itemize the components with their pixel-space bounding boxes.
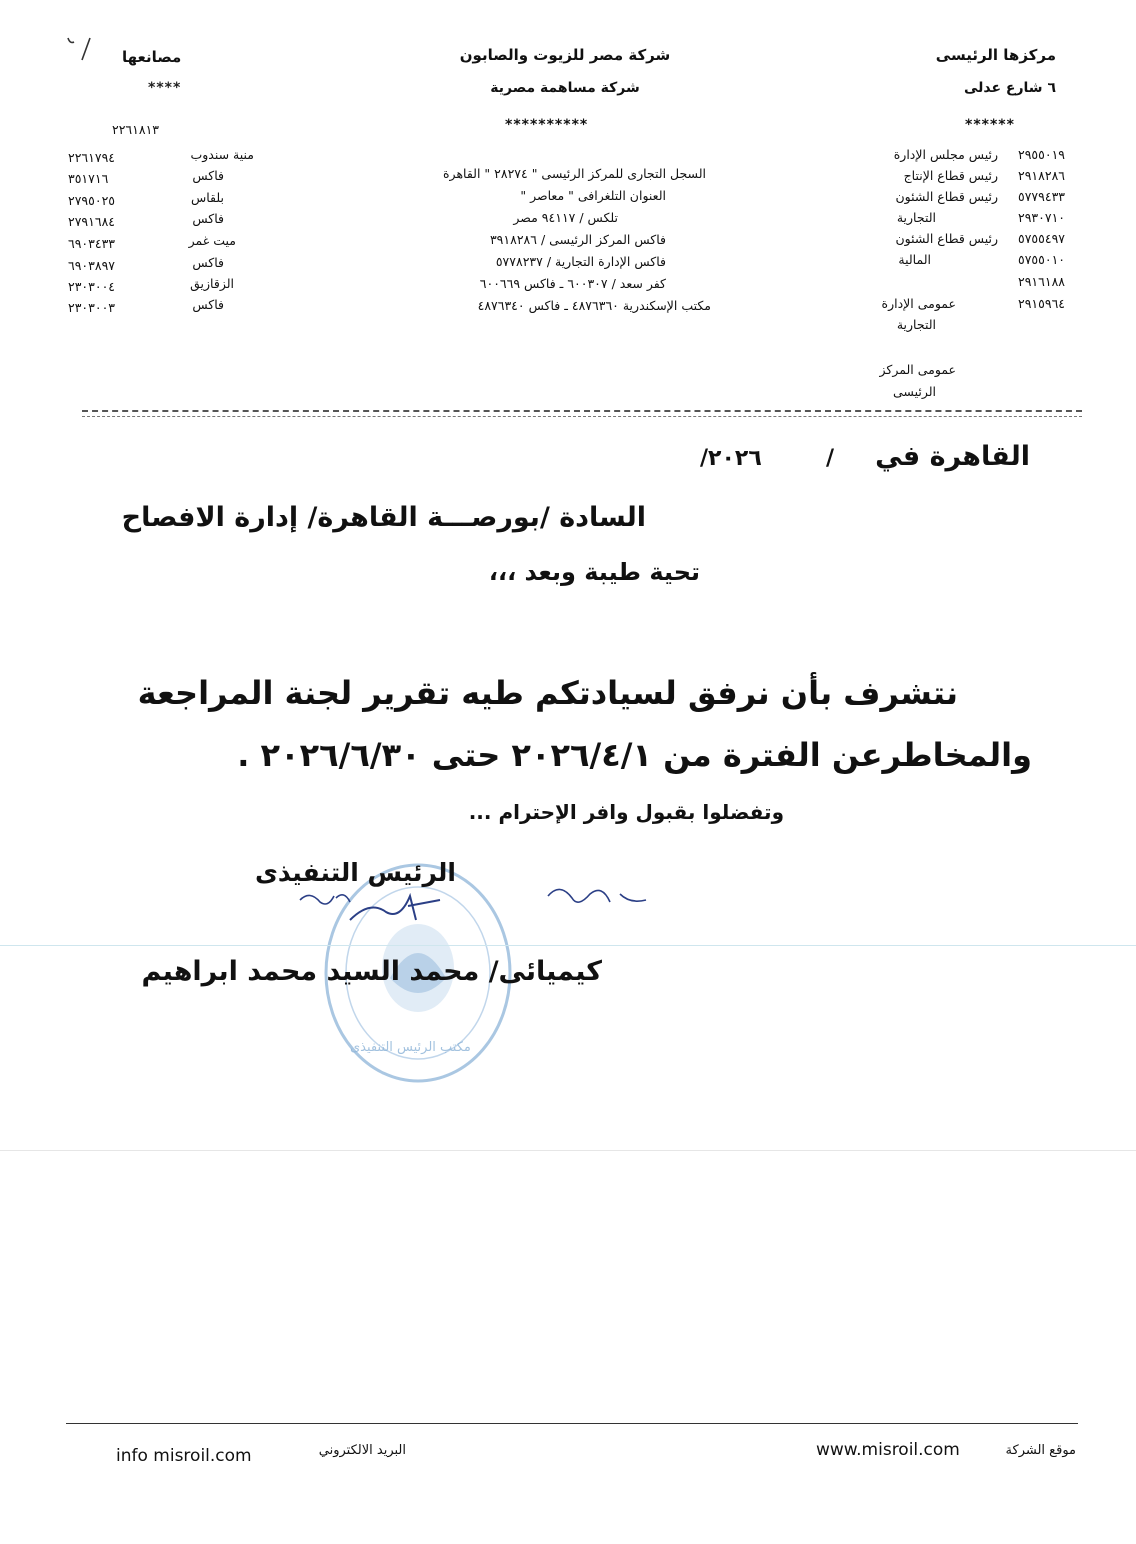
hq-phone-label: رئيس قطاع الشئون	[895, 189, 998, 204]
factory-number: ٣٥١٧١٦	[68, 171, 109, 186]
factory-label: ميت غمر	[188, 233, 236, 248]
website-label: موقع الشركة	[1005, 1443, 1076, 1458]
hq-extra-line: التجارية	[896, 317, 936, 332]
hq-title: مركزها الرئيسى	[935, 46, 1056, 64]
signatory-name: كيميائى/ محمد السيد محمد ابراهيم	[141, 956, 602, 987]
footer-divider	[66, 1423, 1078, 1424]
letter-body-line-1: نتشرف بأن نرفق لسيادتكم طيه تقرير لجنة المراجعة	[137, 674, 958, 712]
stamp-text: مكتب الرئيس التنفيذى	[350, 1040, 471, 1055]
corner-mark-icon	[62, 30, 98, 66]
website-link[interactable]: www.misroil.com	[816, 1440, 960, 1460]
hq-phone-number: ٢٩١٨٢٨٦	[1018, 168, 1065, 183]
letter-body-line-2: والمخاطرعن الفترة من ٢٠٢٦/٤/١ حتى ٢٠٢٦/٦/٣٠ .	[237, 736, 1032, 774]
letter-date-slash: /	[826, 446, 835, 471]
factory-number: ٢٣٠٣٠٠٤	[68, 279, 115, 294]
hq-phone-number: ٢٩٥٥٠١٩	[1018, 147, 1065, 162]
hq-fax-line: فاكس المركز الرئيسى / ٣٩١٨٢٨٦	[489, 232, 666, 247]
factories-title: مصانعها	[122, 48, 182, 66]
company-type: شركة مساهمة مصرية	[490, 80, 640, 96]
factories-top-number: ٢٢٦١٨١٣	[112, 122, 159, 137]
factory-label: فاكس	[192, 255, 224, 270]
hq-phone-number: ٢٩٣٠٧١٠	[1018, 210, 1065, 225]
factory-label: فاكس	[192, 211, 224, 226]
hq-phone-label: رئيس قطاع الشئون	[895, 231, 998, 246]
factory-number: ٢٣٠٣٠٠٣	[68, 300, 115, 315]
hq-phone-number: ٢٩١٦١٨٨	[1018, 274, 1065, 289]
factory-number: ٦٩٠٣٤٣٣	[68, 236, 115, 251]
hq-phone-number: ٥٧٥٥٠١٠	[1018, 252, 1065, 267]
hq-extra-line: عمومى المركز	[879, 362, 956, 377]
letter-recipient: السادة /بورصـــة القاهرة/ إدارة الافصاح	[121, 502, 646, 533]
signatory-title: الرئيس التنفيذى	[254, 858, 456, 887]
factory-label: بلقاس	[190, 190, 224, 205]
factory-label: منية سندوب	[190, 147, 254, 162]
scan-line	[0, 1150, 1136, 1151]
center-stars: **********	[505, 117, 589, 133]
hq-phone-label: عمومى الإدارة	[881, 296, 956, 311]
hq-address: ٦ شارع عدلى	[963, 80, 1056, 96]
commercial-fax-line: فاكس الإدارة التجارية / ٥٧٧٨٢٣٧	[495, 254, 666, 269]
factory-label: فاكس	[192, 297, 224, 312]
hq-extra-line: الرئيسى	[893, 384, 936, 399]
email-link[interactable]: info misroil.com	[116, 1446, 252, 1466]
factories-stars: ****	[148, 80, 182, 96]
factory-number: ٦٩٠٣٨٩٧	[68, 258, 115, 273]
telegraph-line: العنوان التلغرافى " معاصر "	[520, 188, 666, 203]
hq-phone-label: رئيس قطاع الإنتاج	[903, 168, 998, 183]
factory-number: ٢٢٦١٧٩٤	[68, 150, 115, 165]
hq-phone-label: رئيس مجلس الإدارة	[893, 147, 998, 162]
kafr-saad-line: كفر سعد / ٦٠٠٣٠٧ ـ فاكس ٦٠٠٦٦٩	[479, 276, 666, 291]
letter-greeting: تحية طيبة وبعد ،،،	[488, 558, 700, 586]
scan-line	[0, 945, 1136, 946]
hq-phone-label: التجارية	[896, 210, 936, 225]
registration-line: السجل التجارى للمركز الرئيسى " ٢٨٢٧٤ " القاهرة	[443, 166, 706, 181]
telex-line: تلكس / ٩٤١١٧ مصر	[513, 210, 618, 225]
hq-phone-number: ٥٧٧٩٤٣٣	[1018, 189, 1065, 204]
letter-city: القاهرة في	[875, 441, 1030, 472]
factory-number: ٢٧٩١٦٨٤	[68, 214, 115, 229]
letter-date-year: /٢٠٢٦	[700, 446, 762, 471]
letterhead-divider	[82, 410, 1082, 412]
factory-label: الزقازيق	[190, 276, 234, 291]
factory-number: ٢٧٩٥٠٢٥	[68, 193, 115, 208]
hq-stars: ******	[965, 117, 1015, 133]
hq-phone-number: ٥٧٥٥٤٩٧	[1018, 231, 1065, 246]
letter-closing: وتفضلوا بقبول وافر الإحترام ...	[468, 800, 784, 824]
factory-label: فاكس	[192, 168, 224, 183]
letterhead-divider-secondary	[82, 416, 1082, 417]
alexandria-office-line: مكتب الإسكندرية ٤٨٧٦٣٦٠ ـ فاكس ٤٨٧٦٣٤٠	[477, 298, 711, 313]
hq-phone-number: ٢٩١٥٩٦٤	[1018, 296, 1065, 311]
hq-phone-label: المالية	[898, 252, 931, 267]
company-name: شركة مصر للزيوت والصابون	[459, 46, 671, 64]
email-label: البريد الالكتروني	[318, 1443, 406, 1458]
